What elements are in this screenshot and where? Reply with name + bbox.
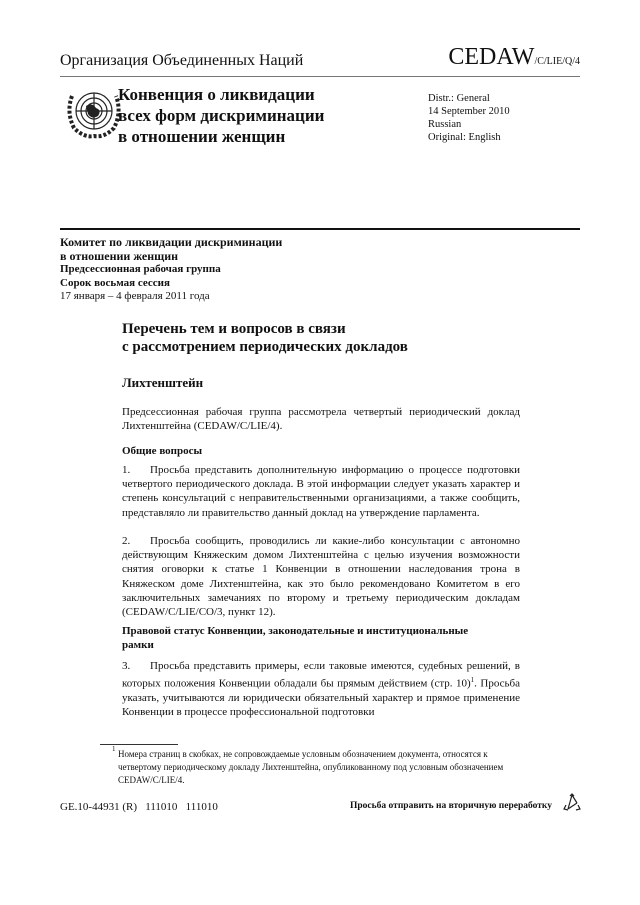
distr-language: Russian bbox=[428, 119, 462, 130]
paragraph-3 bbox=[122, 659, 520, 719]
main-title-line: с рассмотрением периодических докладов bbox=[122, 339, 408, 355]
footnote-mark: 1 bbox=[112, 745, 116, 753]
organization-name: Организация Объединенных Наций bbox=[60, 52, 304, 69]
distr-original: Original: English bbox=[428, 132, 501, 143]
country-heading: Лихтенштейн bbox=[122, 375, 204, 390]
recycle-icon bbox=[562, 793, 582, 813]
main-title bbox=[122, 320, 408, 356]
paragraph-text: Просьба сообщить, проводились ли какие-либо консультации с автономно действующим Княжеским домом Лихтенштейна с целью изучения возможности снятия оговорки к статье 1 Конвенции в отношении наследования трона в Княжеском доме Лихтенштейна, как это было рекомендовано Комитетом в его заключительных замечаниях по второму и третьему периодическим докладам (CEDAW/C/LIE/CO/3, пункт 12). bbox=[122, 535, 520, 619]
intro-paragraph: Предсессионная рабочая группа рассмотрела четвертый периодический доклад Лихтенштейна (CEDAW/C/LIE/4). bbox=[122, 406, 520, 433]
session: Сорок восьмая сессия bbox=[60, 276, 170, 289]
header-rule bbox=[60, 76, 580, 77]
section-heading-legal: Правовой статус Конвенции, законодательные и институциональные рамки bbox=[122, 625, 469, 652]
section-rule bbox=[60, 228, 580, 230]
main-title-line: Перечень тем и вопросов в связи bbox=[122, 321, 346, 337]
symbol-suffix: /C/LIE/Q/4 bbox=[534, 56, 580, 67]
distr-line: Distr.: General bbox=[428, 93, 490, 104]
session-dates: 17 января – 4 февраля 2011 года bbox=[60, 290, 210, 302]
paragraph-text: Просьба представить дополнительную информацию о процессе подготовки четвертого периодического доклада. В этой информации следует указать характер и степень консультаций с неправительственными организациями, а также сообщить, представлялo ли правительство данный доклад на утверждение парламента. bbox=[122, 464, 520, 519]
convention-title bbox=[118, 84, 324, 147]
paragraph-text-cont: . Просьба указать, учитываются ли юридически обязательный характер и прямое применение Конвенции в процессе профессиональной подготовки bbox=[122, 677, 520, 719]
footnote-text: Номера страниц в скобках, не сопровождаемые условным обозначением документа, относятся к четвертому периодическому докладу Лихтенштейна, опубликованному под условным обозначением CEDAW/C/LIE/4. bbox=[118, 749, 504, 785]
paragraph-number: 3. bbox=[122, 660, 131, 672]
distribution-info bbox=[428, 92, 510, 144]
working-group: Предсессионная рабочая группа bbox=[60, 263, 221, 275]
paragraph-number: 1. bbox=[122, 464, 131, 476]
title-line: Конвенция о ликвидации bbox=[118, 85, 315, 104]
title-line: в отношении женщин bbox=[118, 127, 286, 146]
job-number: GE.10-44931 (R) 111010 111010 bbox=[60, 801, 218, 813]
committee-name: Комитет по ликвидации дискриминации bbox=[60, 235, 283, 249]
paragraph-number: 2. bbox=[122, 535, 131, 547]
section-heading-general: Общие вопросы bbox=[122, 445, 203, 457]
recycle-note: Просьба отправить на вторичную переработку bbox=[350, 801, 552, 811]
paragraph-text: Просьба представить примеры, если таковые имеются, судебных решений, в которых положения Конвенции обладали бы прямым действием (стр. 10) bbox=[122, 660, 520, 690]
footnote-ref[interactable]: 1 bbox=[470, 676, 475, 685]
symbol-main: CEDAW bbox=[448, 44, 535, 70]
paragraph-2 bbox=[122, 534, 520, 619]
paragraph-1 bbox=[122, 463, 520, 520]
committee-block bbox=[60, 236, 282, 304]
title-line: всех форм дискриминации bbox=[118, 106, 325, 125]
document-symbol bbox=[448, 44, 580, 71]
committee-name-2: в отношении женщин bbox=[60, 248, 179, 263]
un-emblem-icon bbox=[64, 82, 124, 142]
distr-date: 14 September 2010 bbox=[428, 106, 510, 117]
